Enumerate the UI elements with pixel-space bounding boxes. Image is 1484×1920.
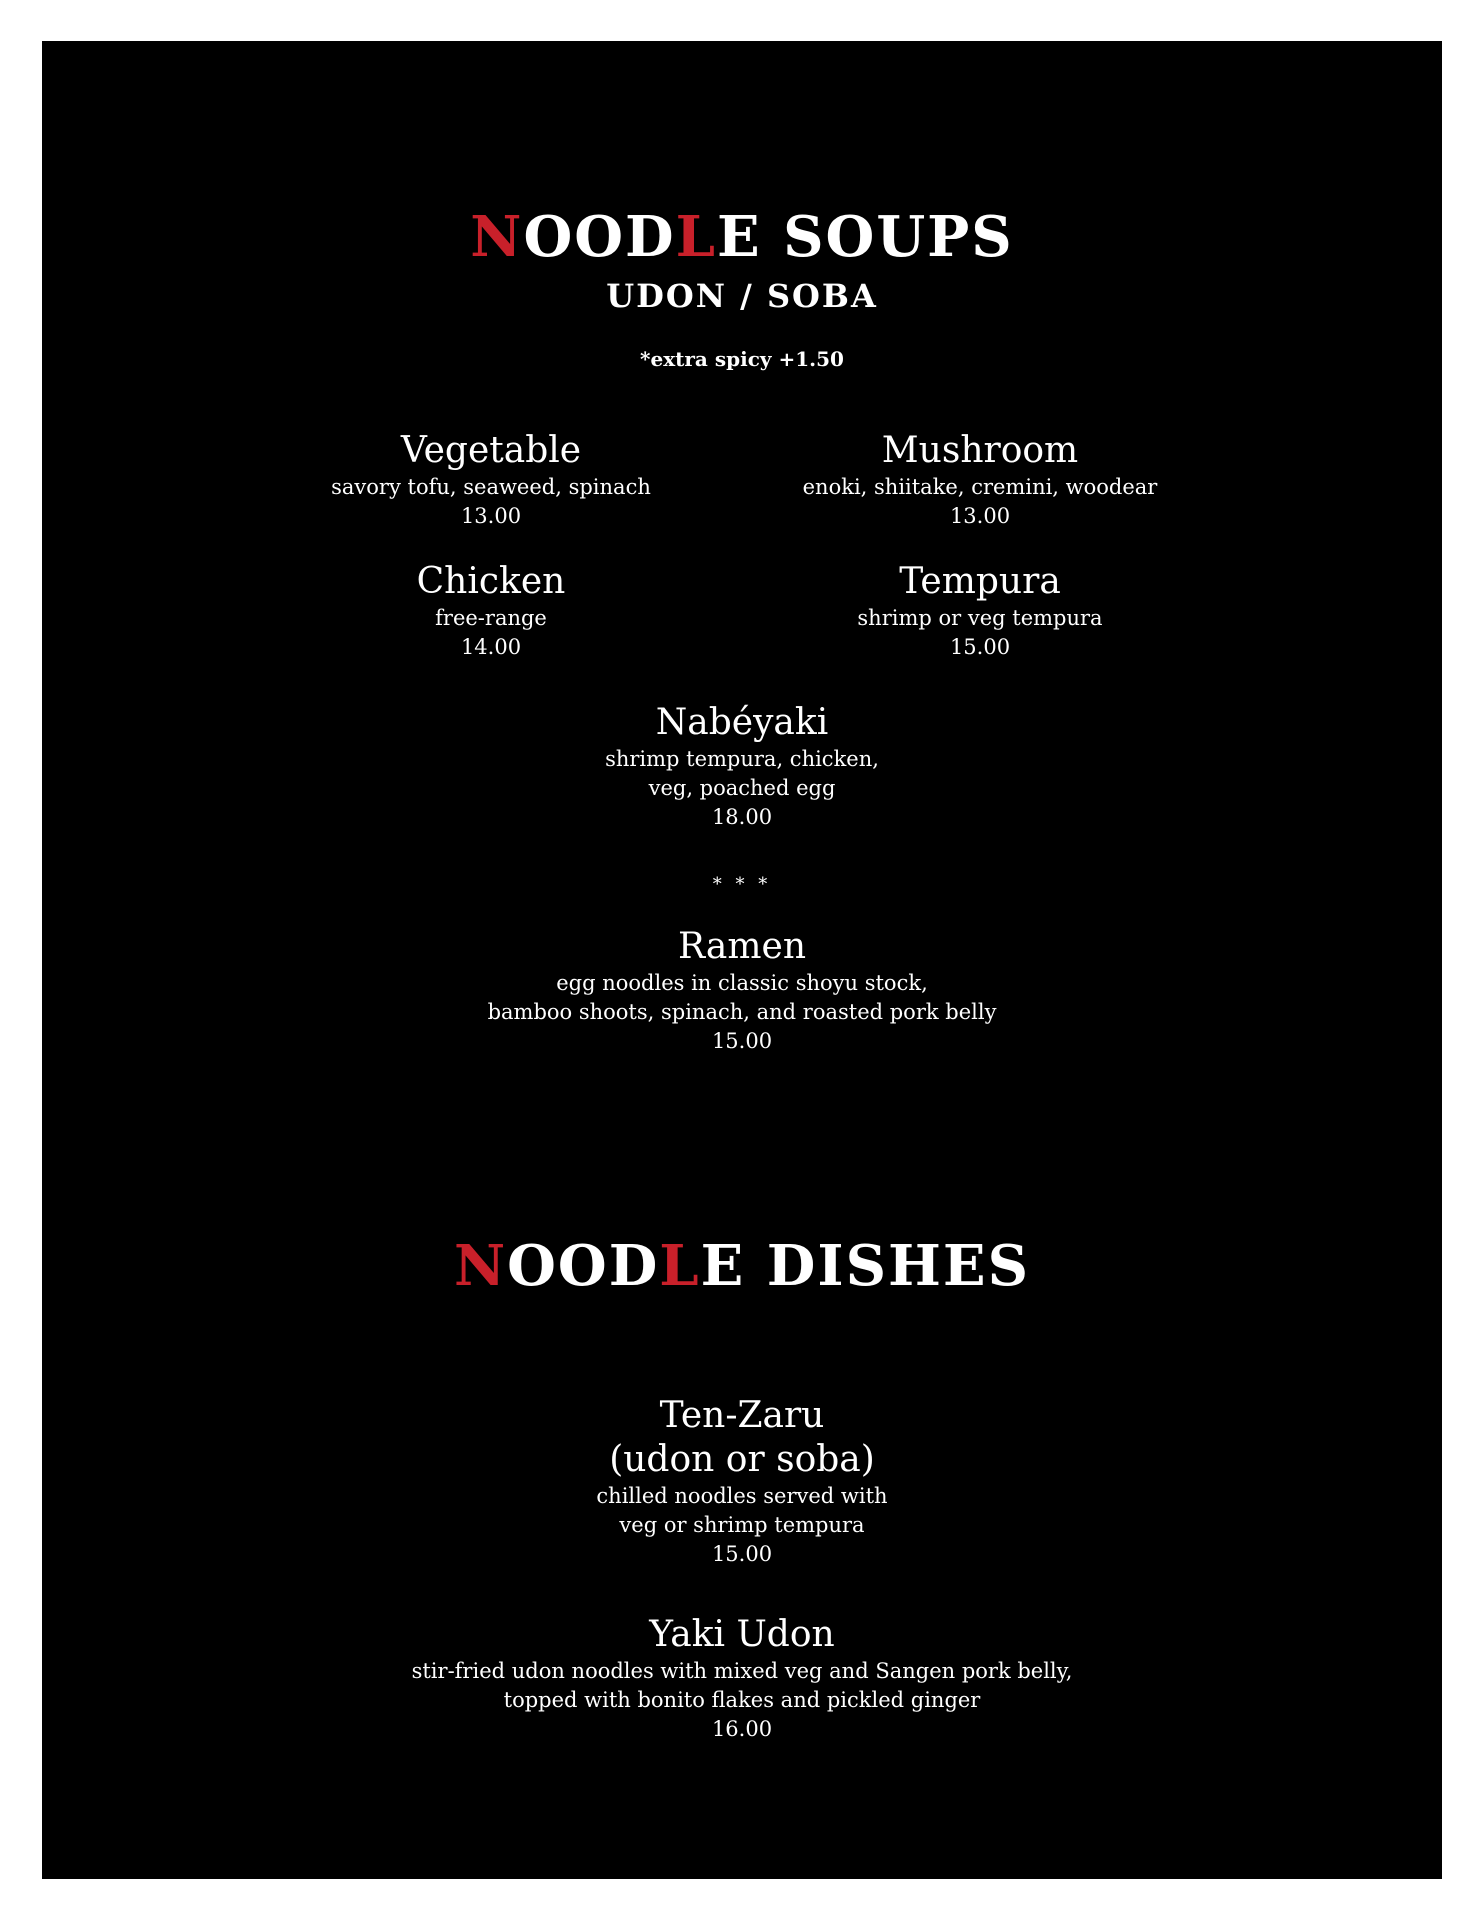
item-price: 14.00: [460, 635, 522, 659]
item-desc: shrimp tempura, chicken,: [605, 747, 879, 771]
item-desc: stir-fried udon noodles with mixed veg and Sangen pork belly,: [411, 1659, 1073, 1683]
item-price: 15.00: [711, 1029, 773, 1053]
item-desc: chilled noodles served with: [596, 1484, 888, 1508]
item-desc: topped with bonito flakes and pickled ginger: [503, 1688, 981, 1712]
item-name: Chicken: [416, 561, 566, 602]
title-accent-n: N: [470, 204, 524, 270]
menu-item-vegetable: [231, 429, 751, 531]
item-name: Nabéyaki: [655, 702, 829, 743]
title-accent-n: N: [453, 1233, 508, 1299]
menu-item-mushroom: [720, 429, 1240, 531]
item-desc: veg or shrimp tempura: [619, 1513, 865, 1537]
soups-title: [42, 205, 1442, 269]
item-desc: egg noodles in classic shoyu stock,: [556, 971, 928, 995]
item-price: 13.00: [460, 504, 522, 528]
item-desc: enoki, shiitake, cremini, woodear: [802, 475, 1158, 499]
section-divider: * * *: [712, 874, 772, 895]
item-desc: free-range: [435, 606, 547, 630]
item-desc: veg, poached egg: [648, 776, 836, 800]
item-name: Yaki Udon: [649, 1614, 835, 1655]
item-desc: savory tofu, seaweed, spinach: [331, 475, 651, 499]
item-price: 15.00: [711, 1542, 773, 1566]
item-name: Vegetable: [400, 430, 582, 471]
title-accent-l: L: [675, 204, 717, 270]
dishes-title: [42, 1234, 1442, 1298]
menu-item-ramen: [42, 925, 1442, 1056]
item-name: Tempura: [899, 561, 1061, 602]
title-text-ood: OOD: [523, 204, 676, 270]
menu-item-nabeyaki: [42, 701, 1442, 832]
menu-item-tempura: [720, 560, 1240, 662]
item-desc: shrimp or veg tempura: [857, 606, 1103, 630]
spicy-note: *extra spicy +1.50: [640, 347, 844, 371]
item-price: 16.00: [711, 1717, 773, 1741]
title-text-rest: E SOUPS: [716, 204, 1014, 270]
item-name: Ramen: [677, 926, 807, 967]
menu-panel: [42, 41, 1442, 1879]
item-price: 13.00: [949, 504, 1011, 528]
menu-item-yaki-udon: [42, 1613, 1442, 1744]
item-price: 15.00: [949, 635, 1011, 659]
title-accent-l: L: [659, 1233, 701, 1299]
menu-item-chicken: [231, 560, 751, 662]
item-price: 18.00: [711, 805, 773, 829]
item-name-sub: (udon or soba): [609, 1439, 875, 1480]
item-name: Ten-Zaru: [659, 1395, 825, 1436]
menu-item-ten-zaru: [42, 1394, 1442, 1569]
item-name: Mushroom: [881, 430, 1079, 471]
item-desc: bamboo shoots, spinach, and roasted pork belly: [487, 1000, 997, 1024]
title-text-ood: OOD: [507, 1233, 660, 1299]
title-text-rest: E DISHES: [700, 1233, 1031, 1299]
soups-subtitle: UDON / SOBA: [606, 277, 878, 315]
